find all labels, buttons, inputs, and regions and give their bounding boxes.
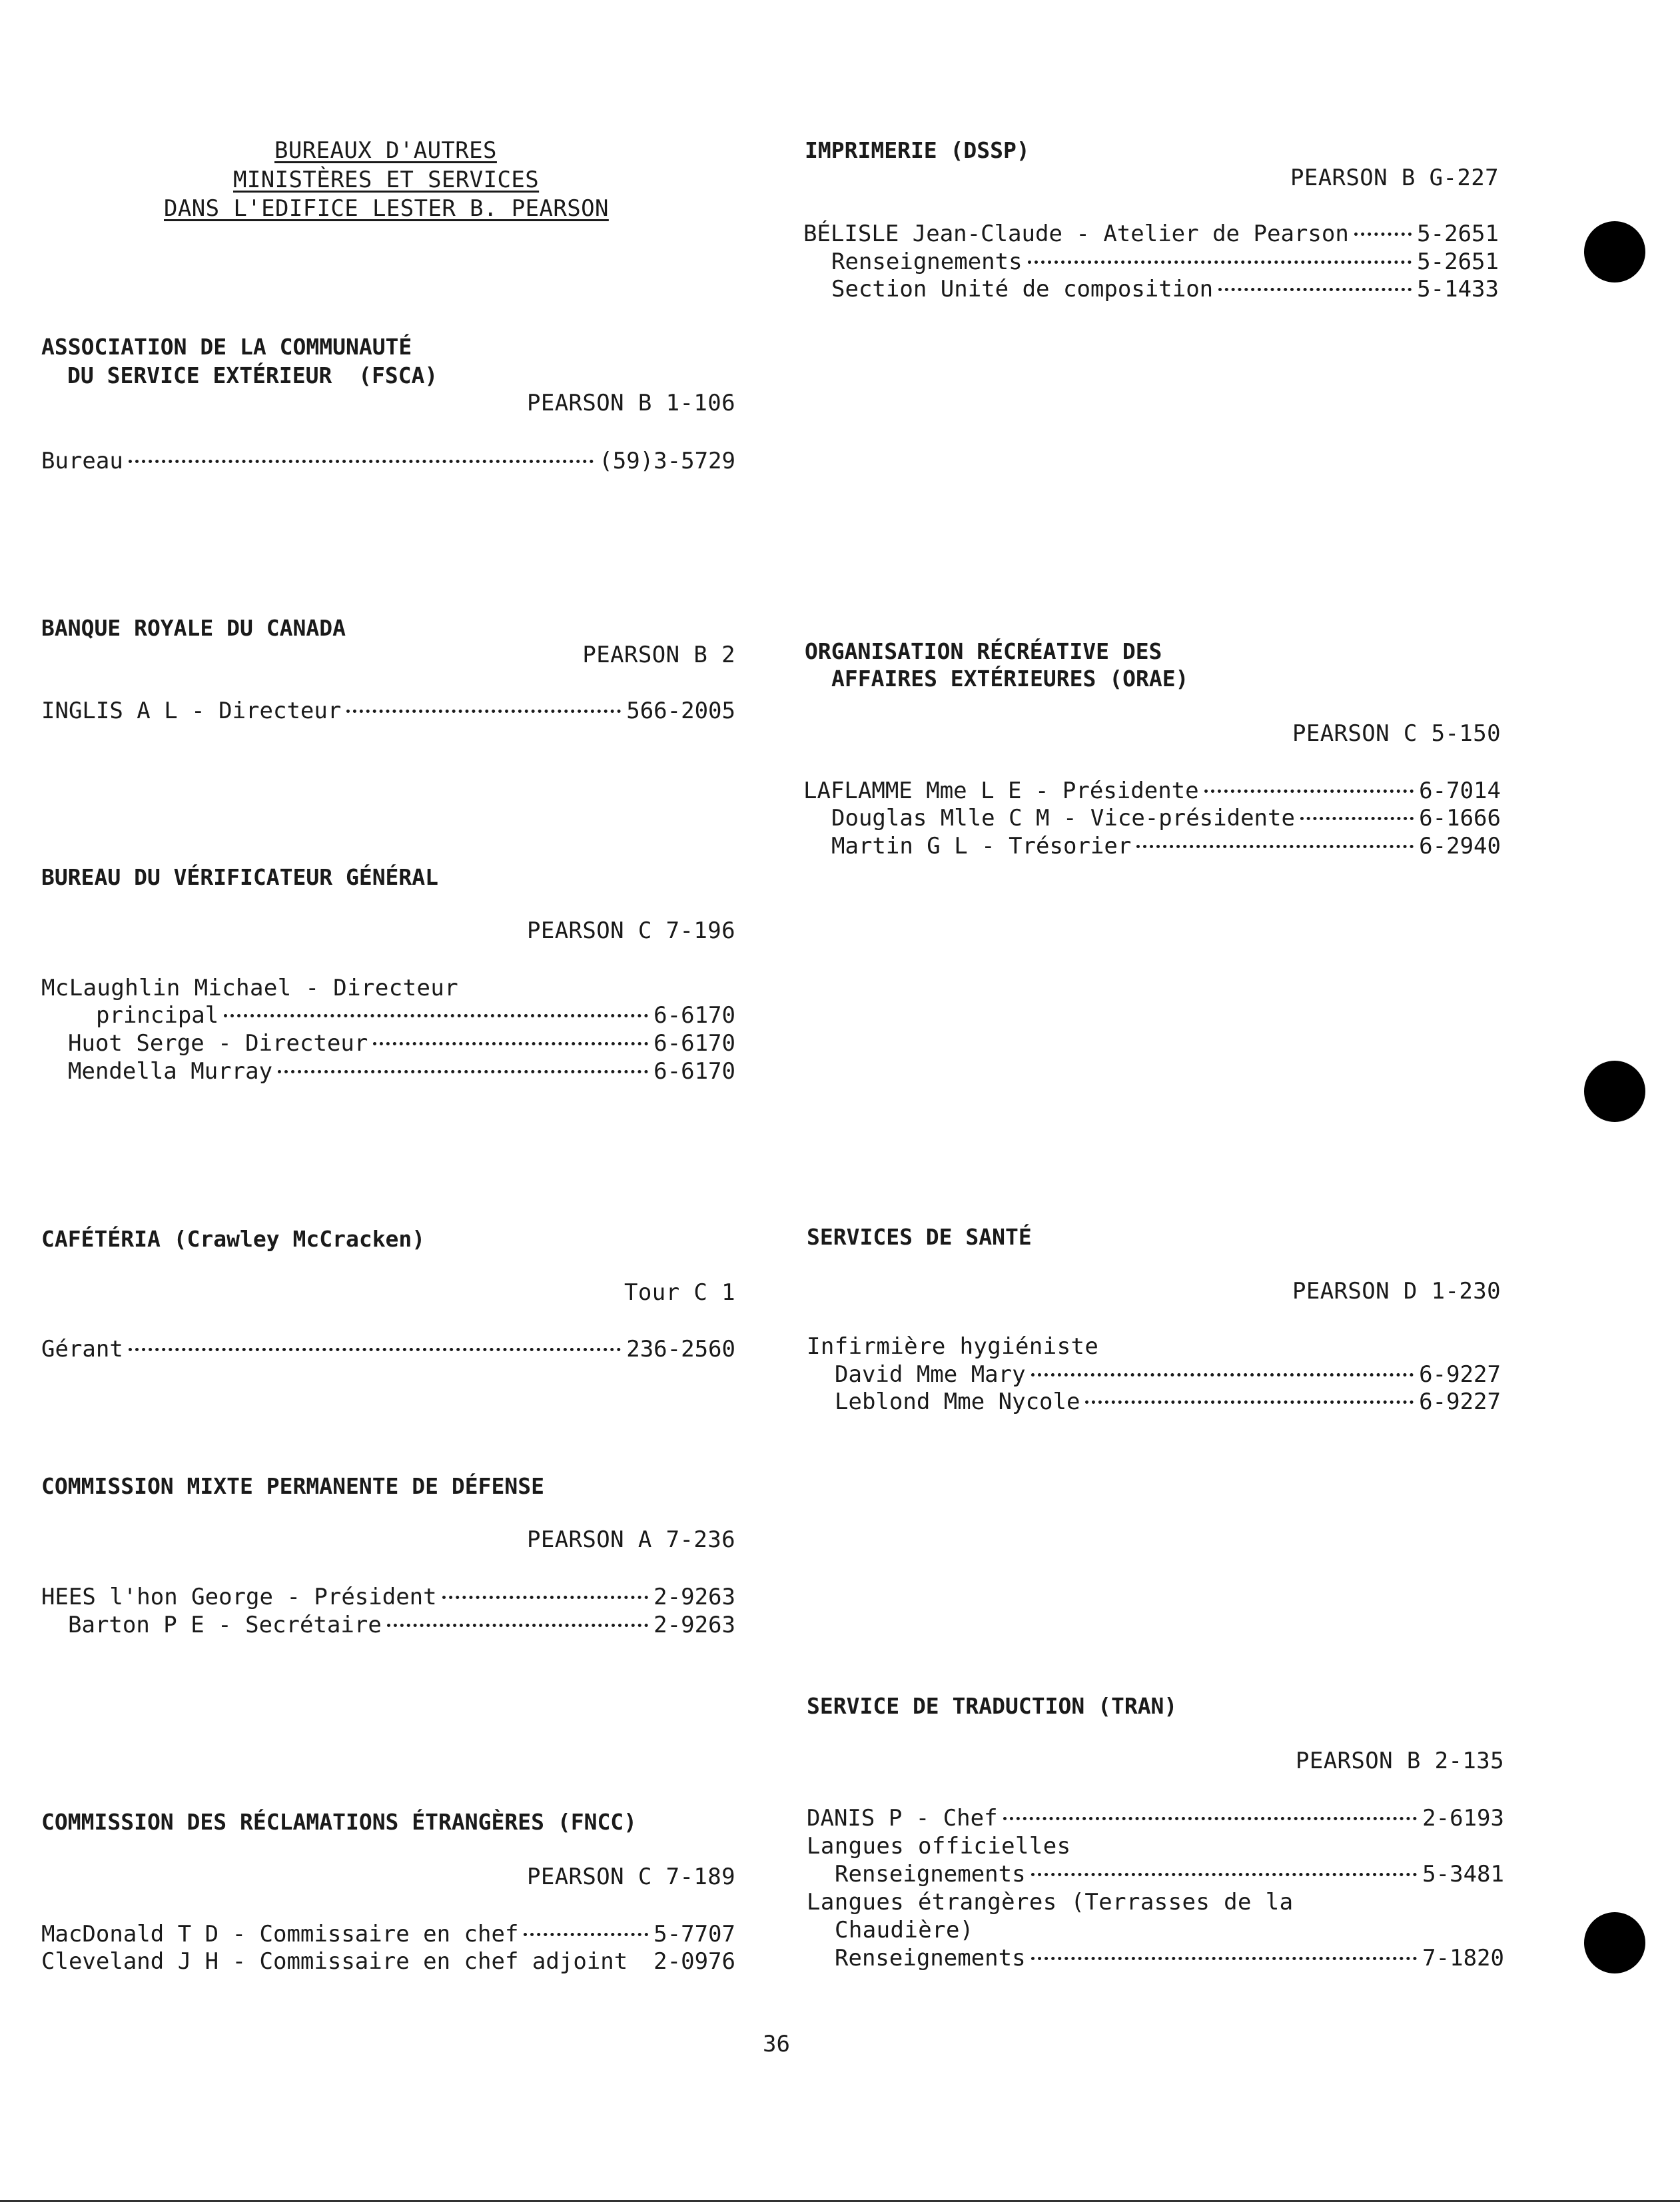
dot-leader — [387, 1624, 648, 1627]
page-number: 36 — [763, 2031, 790, 2057]
defense-entry-1 — [68, 1611, 735, 1639]
entry-name: Bureau — [41, 448, 123, 474]
heading-line-3: DANS L'EDIFICE LESTER B. PEARSON — [164, 195, 609, 222]
entry-name: Huot Serge - Directeur — [68, 1030, 368, 1057]
phone-number: 5-2651 — [1417, 249, 1499, 275]
cafeteria-title: CAFÉTÉRIA (Crawley McCracken) — [41, 1226, 426, 1252]
entry-name: Renseignements — [835, 1945, 1026, 1971]
entry-name: Section Unité de composition — [831, 276, 1214, 302]
entry-name: Renseignements — [835, 1861, 1026, 1888]
orae-location: PEARSON C 5-150 — [1292, 720, 1501, 747]
dot-leader — [129, 1348, 621, 1351]
dot-leader — [442, 1596, 649, 1599]
cafeteria-location: Tour C 1 — [624, 1279, 735, 1306]
defense-title: COMMISSION MIXTE PERMANENTE DE DÉFENSE — [41, 1473, 544, 1499]
phone-number: 2-9263 — [653, 1584, 735, 1610]
dot-leader — [129, 460, 594, 463]
dot-leader — [524, 1933, 648, 1936]
dot-leader — [1085, 1400, 1414, 1404]
phone-number: 5-3481 — [1422, 1861, 1504, 1888]
phone-number: 566-2005 — [626, 698, 735, 724]
verif-entry-2 — [68, 1029, 735, 1057]
verif-entry-3 — [68, 1057, 735, 1085]
dot-leader — [1028, 261, 1412, 264]
punch-hole-bottom — [1584, 1912, 1645, 1973]
dot-leader — [1031, 1957, 1418, 1960]
tran-entry-4: Chaudière) — [835, 1917, 974, 1943]
dot-leader — [373, 1042, 648, 1045]
fncc-entry-0 — [41, 1920, 735, 1948]
imprimerie-entry-2 — [831, 275, 1499, 303]
phone-number: 6-7014 — [1419, 778, 1501, 804]
phone-number: 5-1433 — [1417, 276, 1499, 302]
dot-leader — [224, 1014, 648, 1017]
dot-leader — [1031, 1873, 1418, 1876]
phone-number: 5-2651 — [1417, 221, 1499, 247]
phone-number: 6-6170 — [653, 1002, 735, 1029]
fsca-title-2: DU SERVICE EXTÉRIEUR (FSCA) — [67, 362, 438, 388]
imprimerie-location: PEARSON B G-227 — [1290, 165, 1499, 191]
dot-leader — [346, 710, 621, 713]
banque-entry — [41, 697, 735, 725]
entry-name: principal — [96, 1002, 219, 1029]
entry-name: INGLIS A L - Directeur — [41, 698, 342, 724]
tran-location: PEARSON B 2-135 — [1295, 1748, 1504, 1774]
imprimerie-title: IMPRIMERIE (DSSP) — [805, 137, 1030, 163]
defense-entry-0 — [41, 1583, 735, 1611]
orae-entry-0 — [803, 777, 1501, 805]
phone-number: 6-1666 — [1419, 805, 1501, 831]
phone-number: 2-9263 — [653, 1612, 735, 1638]
banque-title: BANQUE ROYALE DU CANADA — [41, 615, 346, 641]
dot-leader — [1354, 233, 1412, 236]
entry-name: Mendella Murray — [68, 1058, 273, 1085]
entry-name: Douglas Mlle C M - Vice-présidente — [831, 805, 1295, 831]
dot-leader — [278, 1070, 648, 1073]
entry-name: HEES l'hon George - Président — [41, 1584, 437, 1610]
fncc-title: COMMISSION DES RÉCLAMATIONS ÉTRANGÈRES (FNCC) — [41, 1809, 637, 1835]
cafeteria-entry — [41, 1335, 735, 1363]
dot-leader — [1218, 288, 1412, 291]
phone-number: 7-1820 — [1422, 1945, 1504, 1971]
fsca-title-1: ASSOCIATION DE LA COMMUNAUTÉ — [41, 334, 412, 360]
dot-leader — [1003, 1817, 1418, 1820]
phone-number: 2-0976 — [653, 1948, 735, 1975]
entry-name: Barton P E - Secrétaire — [68, 1612, 382, 1638]
fsca-entry — [41, 447, 735, 475]
entry-name: Cleveland J H - Commissaire en chef adjoint — [41, 1948, 628, 1975]
dot-leader — [1204, 790, 1414, 793]
dot-leader — [1136, 845, 1414, 848]
entry-name: BÉLISLE Jean-Claude - Atelier de Pearson — [803, 221, 1349, 247]
entry-name: Leblond Mme Nycole — [835, 1388, 1080, 1415]
fsca-location: PEARSON B 1-106 — [526, 390, 735, 416]
entry-name: MacDonald T D - Commissaire en chef — [41, 1921, 519, 1947]
tran-entry-5 — [835, 1944, 1504, 1972]
phone-number: 6-6170 — [653, 1058, 735, 1085]
orae-title-1: ORGANISATION RÉCRÉATIVE DES — [805, 638, 1162, 664]
sante-title: SERVICES DE SANTÉ — [807, 1224, 1032, 1250]
phone-number: 2-6193 — [1422, 1805, 1504, 1832]
sante-entry-0: Infirmière hygiéniste — [807, 1333, 1099, 1360]
punch-hole-middle — [1584, 1061, 1645, 1122]
entry-name: David Mme Mary — [835, 1361, 1026, 1388]
phone-number: 5-7707 — [653, 1921, 735, 1947]
dot-leader — [1031, 1373, 1414, 1377]
verif-title: BUREAU DU VÉRIFICATEUR GÉNÉRAL — [41, 864, 439, 890]
orae-title-2: AFFAIRES EXTÉRIEURES (ORAE) — [831, 666, 1189, 692]
tran-entry-1: Langues officielles — [807, 1833, 1071, 1860]
heading-line-2: MINISTÈRES ET SERVICES — [233, 167, 540, 193]
orae-entry-2 — [831, 832, 1501, 860]
entry-name: DANIS P - Chef — [807, 1805, 998, 1832]
sante-location: PEARSON D 1-230 — [1292, 1278, 1501, 1305]
verif-entry-1 — [96, 1001, 735, 1029]
tran-entry-0 — [807, 1804, 1504, 1832]
banque-location: PEARSON B 2 — [582, 642, 735, 668]
imprimerie-entry-0 — [803, 220, 1499, 248]
phone-number: 6-2940 — [1419, 833, 1501, 859]
fncc-location: PEARSON C 7-189 — [526, 1864, 735, 1890]
entry-name: Gérant — [41, 1336, 123, 1363]
phone-number: 6-9227 — [1419, 1361, 1501, 1388]
entry-name: Martin G L - Trésorier — [831, 833, 1132, 859]
heading-line-1: BUREAUX D'AUTRES — [274, 137, 497, 164]
phone-number: (59)3-5729 — [599, 448, 735, 474]
entry-name: LAFLAMME Mme L E - Présidente — [803, 778, 1199, 804]
verif-location: PEARSON C 7-196 — [526, 917, 735, 944]
phone-number: 6-9227 — [1419, 1388, 1501, 1415]
phone-number: 236-2560 — [626, 1336, 735, 1363]
orae-entry-1 — [831, 804, 1501, 832]
phone-number: 6-6170 — [653, 1030, 735, 1057]
punch-hole-top — [1584, 221, 1645, 282]
sante-entry-1 — [835, 1361, 1501, 1388]
tran-entry-3: Langues étrangères (Terrasses de la — [807, 1889, 1294, 1916]
verif-entry-0: McLaughlin Michael - Directeur — [41, 975, 459, 1001]
tran-title: SERVICE DE TRADUCTION (TRAN) — [807, 1693, 1178, 1719]
tran-entry-2 — [835, 1860, 1504, 1888]
defense-location: PEARSON A 7-236 — [526, 1526, 735, 1553]
sante-entry-2 — [835, 1388, 1501, 1416]
imprimerie-entry-1 — [831, 248, 1499, 276]
entry-name: Renseignements — [831, 249, 1023, 275]
fncc-entry-1 — [41, 1947, 735, 1975]
dot-leader — [1300, 817, 1414, 820]
scan-edge-line — [0, 2200, 1680, 2202]
